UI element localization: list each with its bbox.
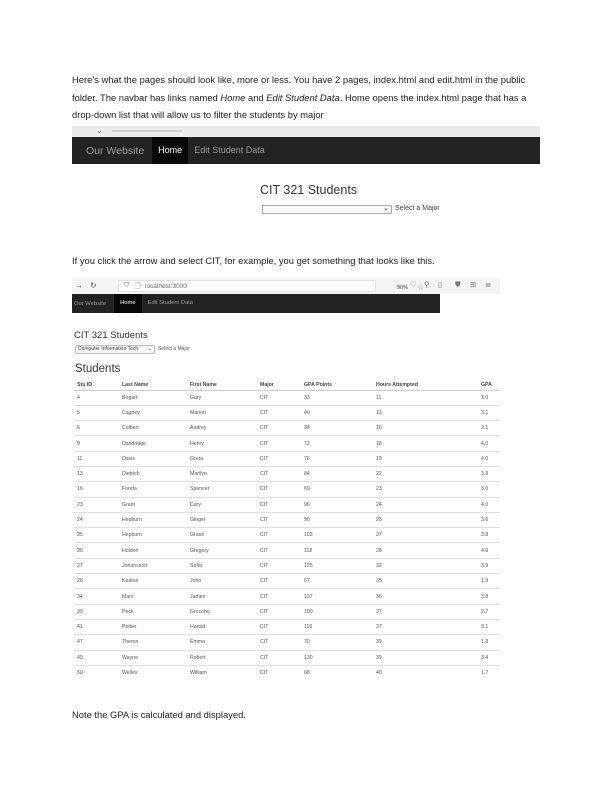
table-cell: Gregory: [187, 543, 257, 558]
table-cell: 32: [373, 558, 478, 573]
table-row: [74, 543, 500, 558]
table-cell: 18: [373, 436, 478, 451]
table-row: [74, 390, 500, 405]
table-cell: Grant: [119, 497, 187, 512]
students-table: [74, 381, 500, 681]
table-cell: 103: [301, 528, 373, 543]
table-cell: Grace: [187, 528, 257, 543]
table-cell: Colbert: [119, 421, 187, 436]
table-cell: Gary: [187, 390, 257, 405]
table-cell: 76: [301, 451, 373, 466]
table-cell: CIT: [257, 390, 301, 405]
intro-and: and: [245, 91, 267, 103]
table-cell: 90: [301, 512, 373, 527]
table-row: [74, 528, 500, 543]
nav-edit-link[interactable]: Edit Student Data: [194, 145, 265, 155]
table-cell: 13: [74, 466, 119, 481]
table-cell: 26: [74, 543, 119, 558]
table-cell: Henry: [187, 436, 257, 451]
pocket-icon[interactable]: ♡: [410, 280, 417, 289]
table-cell: 28: [373, 543, 478, 558]
nav-home-link[interactable]: Home: [114, 294, 141, 313]
home-link-name: Home: [220, 91, 246, 103]
table-cell: CIT: [257, 528, 301, 543]
table-cell: 36: [373, 589, 478, 604]
table-cell: Davis: [119, 451, 187, 466]
blurred-tab: [112, 130, 182, 132]
column-header: GPA: [478, 381, 500, 390]
browser-toolbar: [72, 278, 500, 294]
table-cell: 19: [373, 451, 478, 466]
navbar-brand[interactable]: Our Website: [86, 144, 145, 157]
table-cell: 4.0: [478, 451, 500, 466]
table-cell: CIT: [257, 650, 301, 665]
table-cell: 41: [74, 619, 119, 634]
select-label: Select a Major: [395, 205, 440, 212]
column-header: Last Name: [119, 381, 187, 390]
table-cell: 1.7: [478, 665, 500, 680]
table-cell: 11: [74, 451, 119, 466]
bookmark-star-icon[interactable]: ☆: [417, 283, 425, 292]
navbar-brand[interactable]: Our Website: [74, 300, 107, 307]
table-cell: CIT: [257, 421, 301, 436]
major-select-value: Computer Information Tech: [78, 346, 139, 352]
table-cell: 28: [74, 574, 119, 589]
table-row: [74, 589, 500, 604]
table-cell: Cagney: [119, 405, 187, 420]
chevron-down-icon: ⌄: [383, 205, 389, 212]
table-cell: 3.0: [478, 390, 500, 405]
shield-icon: ⛉: [124, 282, 130, 289]
table-row: [74, 558, 500, 573]
table-cell: CIT: [257, 466, 301, 481]
table-cell: 49: [74, 650, 119, 665]
table-cell: CIT: [257, 604, 301, 619]
table-cell: Harold: [187, 619, 257, 634]
page-icon: 🗋: [135, 283, 141, 290]
chevron-down-icon: ⌄: [96, 126, 103, 135]
table-cell: Greta: [187, 451, 257, 466]
table-cell: 22: [373, 466, 478, 481]
table-cell: 84: [301, 466, 373, 481]
column-header: Hours Attempted: [373, 381, 478, 390]
table-cell: CIT: [257, 405, 301, 420]
nav-edit-link[interactable]: Edit Student Data: [147, 300, 194, 306]
table-cell: John: [187, 574, 257, 589]
table-cell: Hepburn: [119, 528, 187, 543]
table-cell: 27: [74, 558, 119, 573]
table-cell: 112: [301, 543, 373, 558]
table-cell: 4.0: [478, 543, 500, 558]
table-row: [74, 497, 500, 512]
table-row: [74, 665, 500, 680]
table-cell: Holden: [119, 543, 187, 558]
table-cell: 100: [301, 604, 373, 619]
table-cell: Sofia: [187, 558, 257, 573]
library-icon[interactable]: ⊞: [470, 280, 477, 289]
table-cell: CIT: [257, 558, 301, 573]
table-cell: CIT: [257, 635, 301, 650]
table-cell: 34: [301, 421, 373, 436]
table-cell: CIT: [257, 451, 301, 466]
table-cell: Fonda: [119, 482, 187, 497]
column-header: Stu ID: [74, 381, 119, 390]
major-select[interactable]: [75, 345, 155, 354]
table-cell: 116: [301, 619, 373, 634]
table-cell: 39: [373, 650, 478, 665]
table-cell: 39: [74, 604, 119, 619]
table-cell: 16: [373, 421, 478, 436]
table-cell: CIT: [257, 574, 301, 589]
table-cell: 13: [373, 405, 478, 420]
middle-paragraph: If you click the arrow and select CIT, for example, you get something that looks like this.: [72, 255, 435, 266]
students-heading: Students: [75, 363, 121, 375]
table-cell: Robert: [187, 650, 257, 665]
table-cell: Bogart: [119, 390, 187, 405]
intro-paragraph: [72, 71, 542, 124]
table-row: [74, 619, 500, 634]
closing-paragraph: Note the GPA is calculated and displayed.: [72, 709, 246, 720]
sidebar-icon[interactable]: ▯: [438, 280, 443, 289]
table-cell: Dietrich: [119, 466, 187, 481]
table-cell: 69: [301, 482, 373, 497]
table-cell: James: [187, 589, 257, 604]
intro-text-end: . Home opens the index.html page that has a drop-down list that will allow us to filter the students by major: [72, 91, 527, 120]
table-cell: 3.8: [478, 528, 500, 543]
table-row: [74, 650, 500, 665]
table-cell: Cary: [187, 497, 257, 512]
browser-strip: [72, 126, 540, 137]
table-cell: 3.9: [478, 558, 500, 573]
menu-icon[interactable]: ≣: [485, 280, 492, 289]
table-row: [74, 635, 500, 650]
table-cell: 24: [74, 512, 119, 527]
table-cell: 3.8: [478, 466, 500, 481]
zoom-level[interactable]: 90%: [397, 285, 409, 291]
table-cell: 1.9: [478, 574, 500, 589]
table-cell: 2.1: [478, 421, 500, 436]
chevron-down-icon: ⌄: [147, 346, 152, 352]
table-cell: CIT: [257, 619, 301, 634]
table-cell: CIT: [257, 665, 301, 680]
extension-icon[interactable]: ⛊: [455, 280, 461, 289]
table-cell: 4.0: [478, 436, 500, 451]
table-cell: 4: [74, 390, 119, 405]
table-cell: 24: [373, 497, 478, 512]
back-icon[interactable]: →: [75, 281, 83, 290]
edit-link-name: Edit Student Data: [266, 91, 340, 103]
major-select[interactable]: [262, 205, 392, 214]
table-row: [74, 436, 500, 451]
table-header-row: [74, 381, 500, 390]
table-cell: Marx: [119, 589, 187, 604]
table-cell: Spencer: [187, 482, 257, 497]
table-cell: 9: [74, 436, 119, 451]
table-cell: CIT: [257, 512, 301, 527]
table-cell: Marion: [187, 405, 257, 420]
table-cell: 23: [74, 497, 119, 512]
table-row: [74, 574, 500, 589]
table-cell: 3.1: [478, 619, 500, 634]
select-label: Select a Major: [158, 346, 190, 352]
table-cell: 3.4: [478, 650, 500, 665]
table-cell: 130: [301, 650, 373, 665]
table-cell: 67: [301, 574, 373, 589]
table-cell: Wayne: [119, 650, 187, 665]
table-cell: 4.0: [478, 497, 500, 512]
intro-text-start: Here’s what the pages should look like, more or less. You have 2 pages, index.html and edit.html in the public folder. The navbar has links named: [72, 74, 526, 103]
table-cell: CIT: [257, 589, 301, 604]
column-header: GPA Points: [301, 381, 373, 390]
table-row: [74, 421, 500, 436]
table-cell: 11: [373, 390, 478, 405]
table-row: [74, 405, 500, 420]
table-cell: CIT: [257, 482, 301, 497]
index-page-screenshot: [72, 126, 540, 222]
table-cell: 68: [301, 665, 373, 680]
table-cell: Johansson: [119, 558, 187, 573]
table-cell: 34: [74, 589, 119, 604]
table-cell: 23: [373, 482, 478, 497]
navbar: [72, 137, 540, 164]
table-cell: 2.7: [478, 604, 500, 619]
table-cell: 96: [301, 497, 373, 512]
table-cell: 125: [301, 558, 373, 573]
table-cell: 16: [74, 482, 119, 497]
table-cell: 40: [301, 405, 373, 420]
table-cell: 25: [74, 528, 119, 543]
table-cell: 27: [373, 528, 478, 543]
navbar: [72, 294, 440, 313]
table-cell: Groucho: [187, 604, 257, 619]
table-cell: 3.8: [478, 589, 500, 604]
table-cell: CIT: [257, 497, 301, 512]
table-cell: Poitier: [119, 619, 187, 634]
table-cell: CIT: [257, 543, 301, 558]
table-cell: 50: [74, 665, 119, 680]
table-cell: William: [187, 665, 257, 680]
table-row: [74, 512, 500, 527]
table-row: [74, 466, 500, 481]
table-cell: Peck: [119, 604, 187, 619]
table-cell: 37: [373, 604, 478, 619]
table-row: [74, 451, 500, 466]
table-cell: Audrey: [187, 421, 257, 436]
account-icon[interactable]: ⚲: [424, 280, 430, 289]
table-cell: 6: [74, 421, 119, 436]
page-title: CIT 321 Students: [260, 183, 358, 197]
table-cell: 25: [373, 512, 478, 527]
table-cell: Hepburn: [119, 512, 187, 527]
table-cell: 5: [74, 405, 119, 420]
table-cell: Dandridge: [119, 436, 187, 451]
page-title: CIT 321 Students: [74, 330, 148, 341]
filtered-students-screenshot: [72, 278, 500, 688]
table-cell: Marilyn: [187, 466, 257, 481]
table-cell: 137: [301, 589, 373, 604]
table-cell: CIT: [257, 436, 301, 451]
table-cell: Ginger: [187, 512, 257, 527]
table-cell: 70: [301, 635, 373, 650]
table-cell: Keaton: [119, 574, 187, 589]
table-cell: Welles: [119, 665, 187, 680]
column-header: Major: [257, 381, 301, 390]
address-bar[interactable]: [118, 280, 425, 292]
table-cell: 72: [301, 436, 373, 451]
table-cell: 33: [301, 390, 373, 405]
reload-icon[interactable]: ↻: [90, 281, 97, 290]
table-cell: 47: [74, 635, 119, 650]
url-text: localhost:3000: [145, 283, 187, 290]
table-cell: 40: [373, 665, 478, 680]
column-header: First Name: [187, 381, 257, 390]
table-row: [74, 604, 500, 619]
table-row: [74, 482, 500, 497]
table-cell: 37: [373, 619, 478, 634]
table-cell: Theron: [119, 635, 187, 650]
table-cell: 39: [373, 635, 478, 650]
nav-home-link[interactable]: Home: [152, 137, 188, 164]
table-cell: 3.6: [478, 512, 500, 527]
table-cell: 1.8: [478, 635, 500, 650]
table-cell: 35: [373, 574, 478, 589]
table-cell: 3.1: [478, 405, 500, 420]
table-cell: 3.0: [478, 482, 500, 497]
table-cell: Emma: [187, 635, 257, 650]
